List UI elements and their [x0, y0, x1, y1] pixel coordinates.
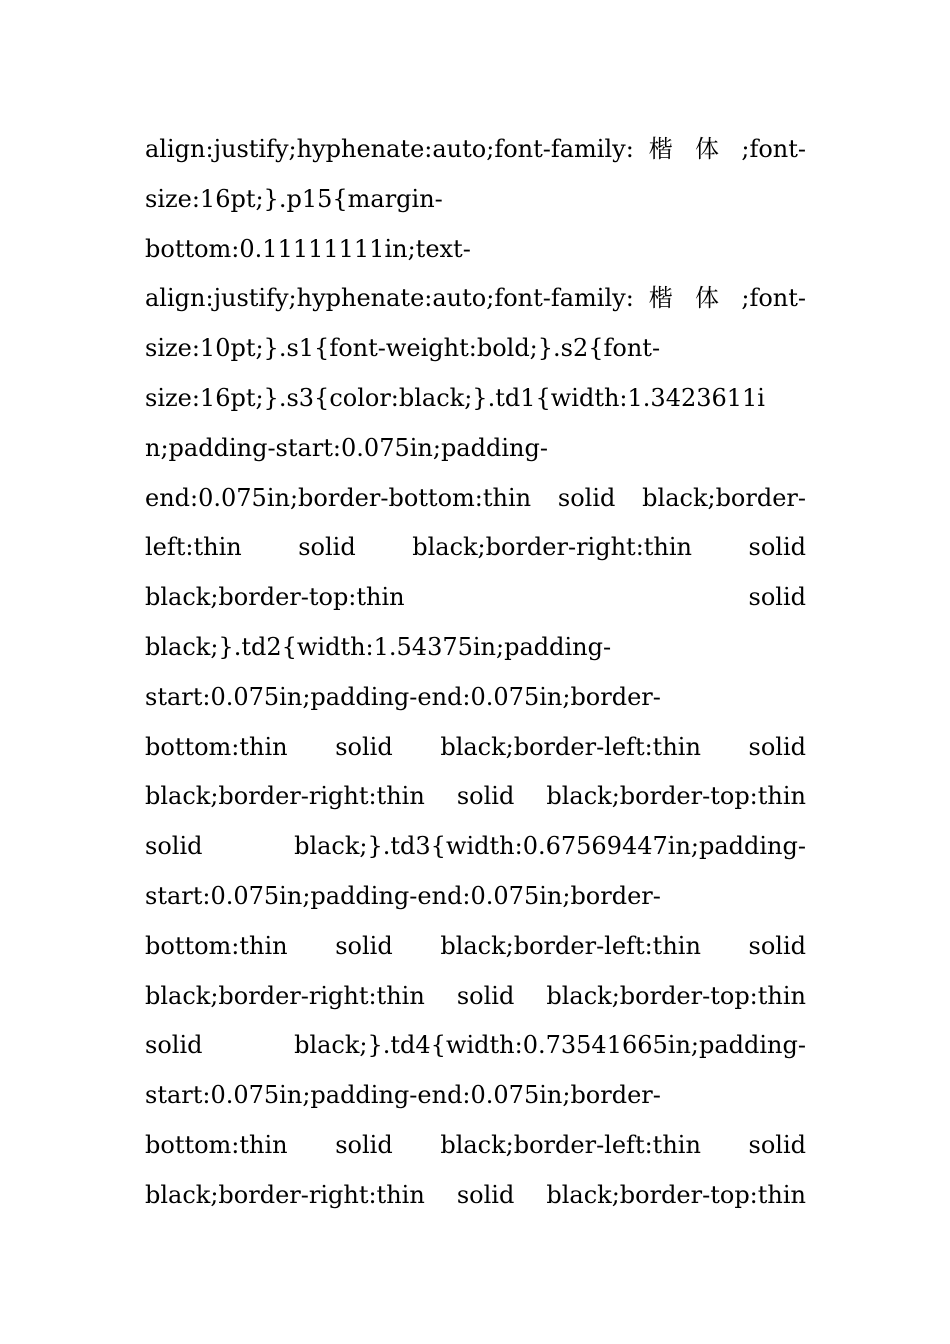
- text-line: size:16pt;}.p15{margin-: [145, 184, 443, 213]
- text-line: size:16pt;}.s3{color:black;}.td1{width:1.3423611i: [145, 383, 765, 412]
- text-line: start:0.075in;padding-end:0.075in;border-: [145, 1081, 661, 1110]
- document-body-text: [145, 125, 806, 1221]
- text-line: start:0.075in;padding-end:0.075in;border-: [145, 682, 661, 711]
- text-line: black;}.td2{width:1.54375in;padding-: [145, 632, 612, 661]
- text-line: align:justify;hyphenate:auto;font-family: 楷 体 ;font-: [145, 284, 806, 313]
- text-line: align:justify;hyphenate:auto;font-family: 楷 体 ;font-: [145, 135, 806, 163]
- text-line: bottom:0.11111111in;text-: [145, 234, 471, 263]
- text-line: black;border-right:thin solid black;border-top:thin: [145, 782, 806, 811]
- text-line: n;padding-start:0.075in;padding-: [145, 433, 548, 462]
- text-line: solid black;}.td3{width:0.67569447in;padding-: [145, 832, 806, 861]
- text-line: size:10pt;}.s1{font-weight:bold;}.s2{font-: [145, 334, 661, 363]
- text-line: start:0.075in;padding-end:0.075in;border-: [145, 881, 661, 910]
- text-line: bottom:thin solid black;border-left:thin solid: [145, 931, 806, 960]
- text-line: bottom:thin solid black;border-left:thin solid: [145, 732, 806, 761]
- text-line: black;border-top:thin solid: [145, 583, 806, 612]
- text-line: black;border-right:thin solid black;border-top:thin: [145, 1180, 806, 1209]
- text-line: left:thin solid black;border-right:thin solid: [145, 533, 806, 562]
- text-line: solid black;}.td4{width:0.73541665in;padding-: [145, 1031, 806, 1060]
- text-line: end:0.075in;border-bottom:thin solid black;border-: [145, 483, 806, 512]
- text-line: black;border-right:thin solid black;border-top:thin: [145, 981, 806, 1010]
- text-line: bottom:thin solid black;border-left:thin solid: [145, 1130, 806, 1159]
